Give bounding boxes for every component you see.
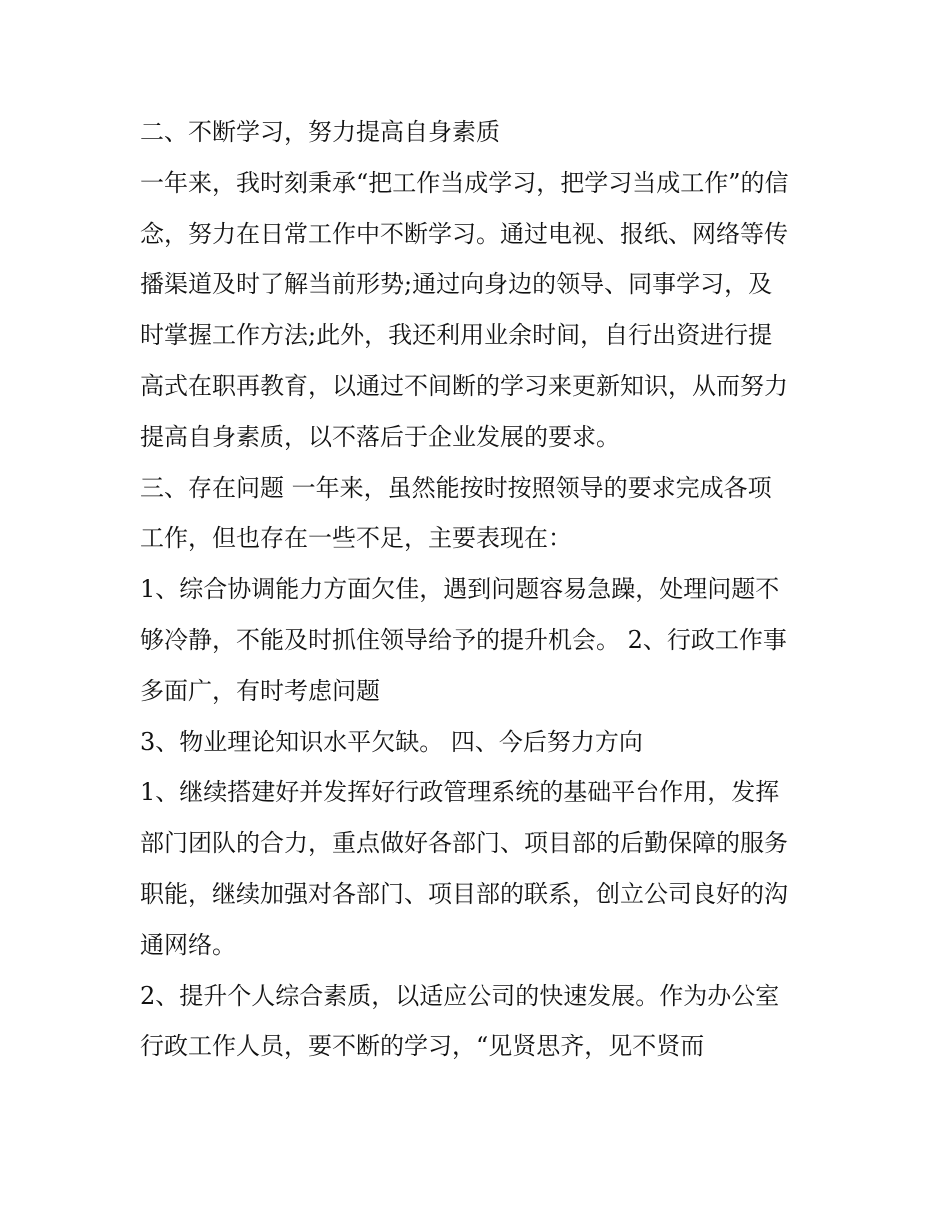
- list-item-line: 3、物业理论知识水平欠缺。 四、今后努力方向: [140, 727, 643, 756]
- list-item-line: 行政工作人员，要不断的学习，“见贤思齐，见不贤而: [140, 1032, 705, 1061]
- list-item-line: 1、综合协调能力方面欠佳，遇到问题容易急躁，处理问题不: [140, 575, 780, 604]
- paragraph-line: 高式在职再教育，以通过不间断的学习来更新知识，从而努力: [140, 371, 788, 400]
- list-item-line: 职能，继续加强对各部门、项目部的联系，创立公司良好的沟: [140, 879, 788, 908]
- list-item-line: 通网络。: [140, 930, 236, 959]
- section-heading-problems: 三、存在问题 一年来，虽然能按时按照领导的要求完成各项: [140, 473, 772, 502]
- list-item-line: 够冷静，不能及时抓住领导给予的提升机会。 2、行政工作事: [140, 625, 787, 654]
- list-item-line: 多面广，有时考虑问题: [140, 676, 380, 705]
- paragraph-line: 工作，但也存在一些不足，主要表现在：: [140, 524, 572, 553]
- paragraph-line: 提高自身素质，以不落后于企业发展的要求。: [140, 422, 620, 451]
- list-item-line: 1、继续搭建好并发挥好行政管理系统的基础平台作用，发挥: [140, 778, 780, 807]
- paragraph-line: 念，努力在日常工作中不断学习。通过电视、报纸、网络等传: [140, 219, 788, 248]
- section-heading-study: 二、不断学习，努力提高自身素质: [140, 118, 500, 146]
- paragraph-line: 时掌握工作方法;此外，我还利用业余时间，自行出资进行提: [140, 321, 773, 350]
- list-item-line: 部门团队的合力，重点做好各部门、项目部的后勤保障的服务: [140, 829, 788, 858]
- paragraph-line: 一年来，我时刻秉承“把工作当成学习，把学习当成工作”的信: [140, 168, 789, 197]
- list-item-line: 2、提升个人综合素质，以适应公司的快速发展。作为办公室: [140, 981, 780, 1010]
- body-text: [140, 107, 830, 1072]
- paragraph-line: 播渠道及时了解当前形势;通过向身边的领导、同事学习，及: [140, 270, 773, 299]
